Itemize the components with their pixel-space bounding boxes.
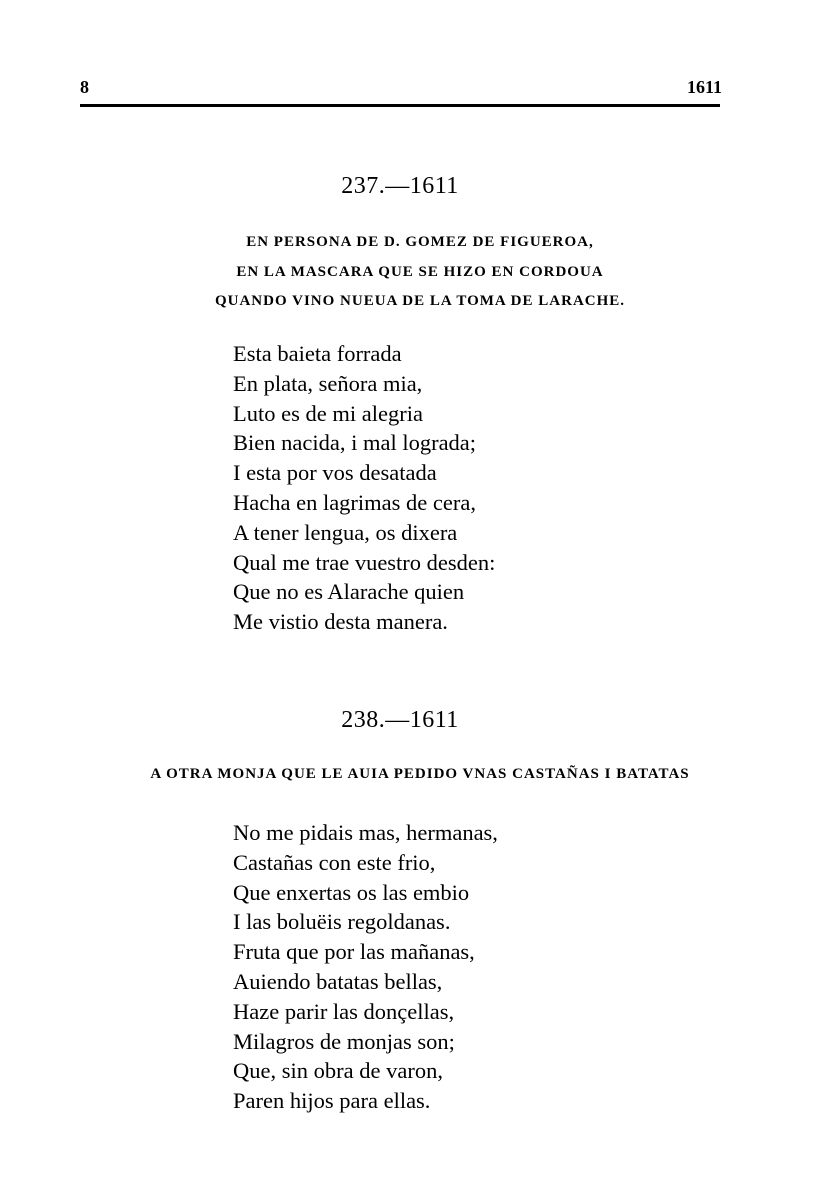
- verse-line: A tener lengua, os dixera: [233, 519, 458, 545]
- poem-body: [233, 818, 498, 1116]
- verse-line: Bien nacida, i mal lograda;: [233, 430, 477, 456]
- verse-line: Castañas con este frio,: [233, 849, 436, 875]
- poem-heading-line: EN LA MASCARA QUE SE HIZO EN CORDOUA: [236, 263, 604, 280]
- verse-line: No me pidais mas, hermanas,: [233, 820, 498, 845]
- verse-line: Me vistio desta manera.: [233, 609, 448, 635]
- verse-line: I las boluëis regoldanas.: [233, 909, 451, 935]
- verse-line: Hacha en lagrimas de cera,: [233, 489, 476, 515]
- verse-line: Milagros de monjas son;: [233, 1028, 455, 1054]
- poem-heading-line: EN PERSONA DE D. GOMEZ DE FIGUEROA,: [246, 234, 594, 250]
- poem-body: [233, 339, 495, 637]
- verse-line: Paren hijos para ellas.: [233, 1088, 431, 1114]
- verse-line: Que no es Alarache quien: [233, 579, 465, 605]
- poem-heading: [40, 760, 800, 790]
- verse-line: I esta por vos desatada: [233, 460, 437, 486]
- page-number: 8: [80, 77, 89, 97]
- verse-line: En plata, señora mia,: [233, 370, 423, 396]
- verse-line: Qual me trae vuestro desden:: [233, 549, 496, 575]
- running-head-year: 1611: [686, 77, 722, 97]
- verse-line: Que, sin obra de varon,: [233, 1058, 443, 1084]
- verse-line: Que enxertas os las embio: [233, 879, 470, 905]
- poem-heading-line: QUANDO VINO NUEUA DE LA TOMA DE LARACHE.: [214, 293, 626, 309]
- poem-heading: [40, 228, 800, 317]
- poem-heading-line: A OTRA MONJA QUE LE AUIA PEDIDO VNAS CASTAÑAS I BATATAS: [150, 766, 690, 782]
- header-rule: [80, 104, 720, 107]
- poem-number: 238.—1611: [341, 707, 459, 733]
- verse-line: Haze parir las donçellas,: [233, 998, 455, 1024]
- verse-line: Luto es de mi alegria: [233, 400, 423, 426]
- verse-line: Auiendo batatas bellas,: [233, 968, 443, 994]
- poem-number: 237.—1611: [341, 173, 459, 199]
- verse-line: Esta baieta forrada: [233, 341, 402, 366]
- verse-line: Fruta que por las mañanas,: [233, 939, 475, 965]
